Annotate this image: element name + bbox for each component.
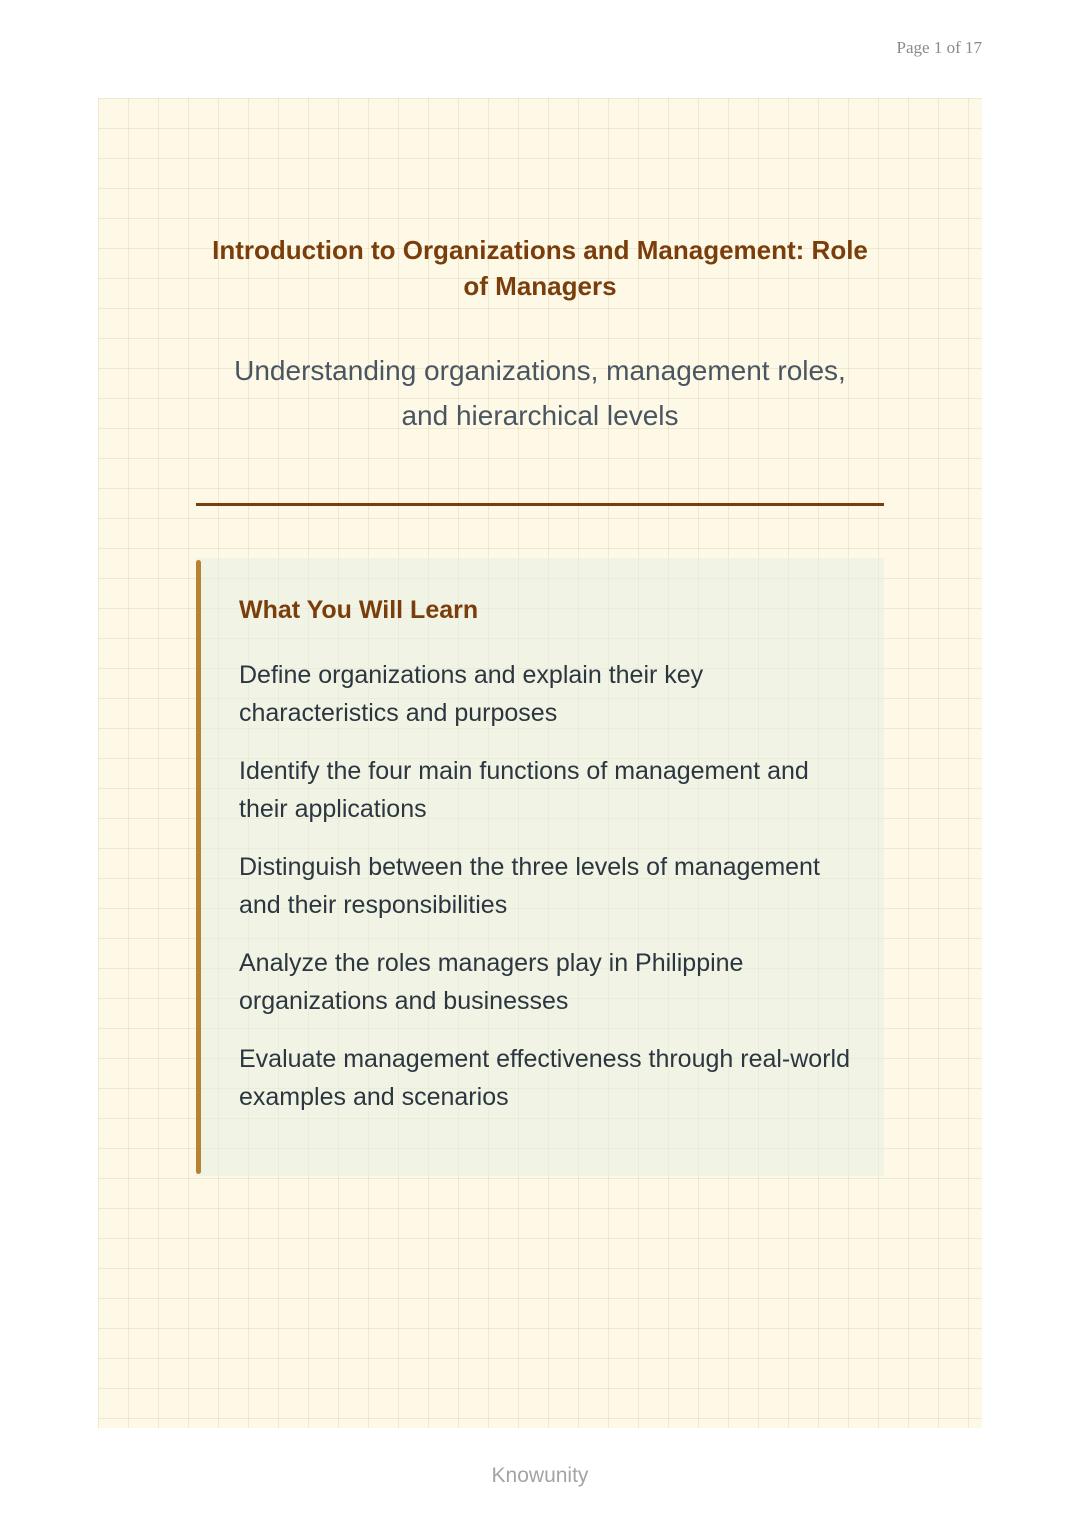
- document-sheet: [98, 98, 982, 1428]
- learning-objectives-list: [239, 656, 859, 1136]
- learning-objectives-heading: What You Will Learn: [239, 596, 479, 624]
- learning-objective-item: Evaluate management effectiveness through real-world examples and scenarios: [239, 1045, 850, 1111]
- section-divider: [196, 503, 884, 506]
- footer-brand: Knowunity: [491, 1464, 589, 1487]
- learning-objective-item: Analyze the roles managers play in Philippine organizations and businesses: [239, 949, 744, 1015]
- page-counter: Page 1 of 17: [896, 38, 982, 57]
- document-subtitle: Understanding organizations, management roles, and hierarchical levels: [234, 355, 846, 431]
- learning-objectives-box: [196, 558, 884, 1176]
- learning-objective-item: Identify the four main functions of management and their applications: [239, 757, 809, 823]
- learning-objective-item: Distinguish between the three levels of management and their responsibilities: [239, 853, 820, 919]
- accent-bar: [196, 560, 201, 1174]
- learning-objective-item: Define organizations and explain their key characteristics and purposes: [239, 661, 704, 727]
- document-title: Introduction to Organizations and Management: Role of Managers: [212, 235, 868, 301]
